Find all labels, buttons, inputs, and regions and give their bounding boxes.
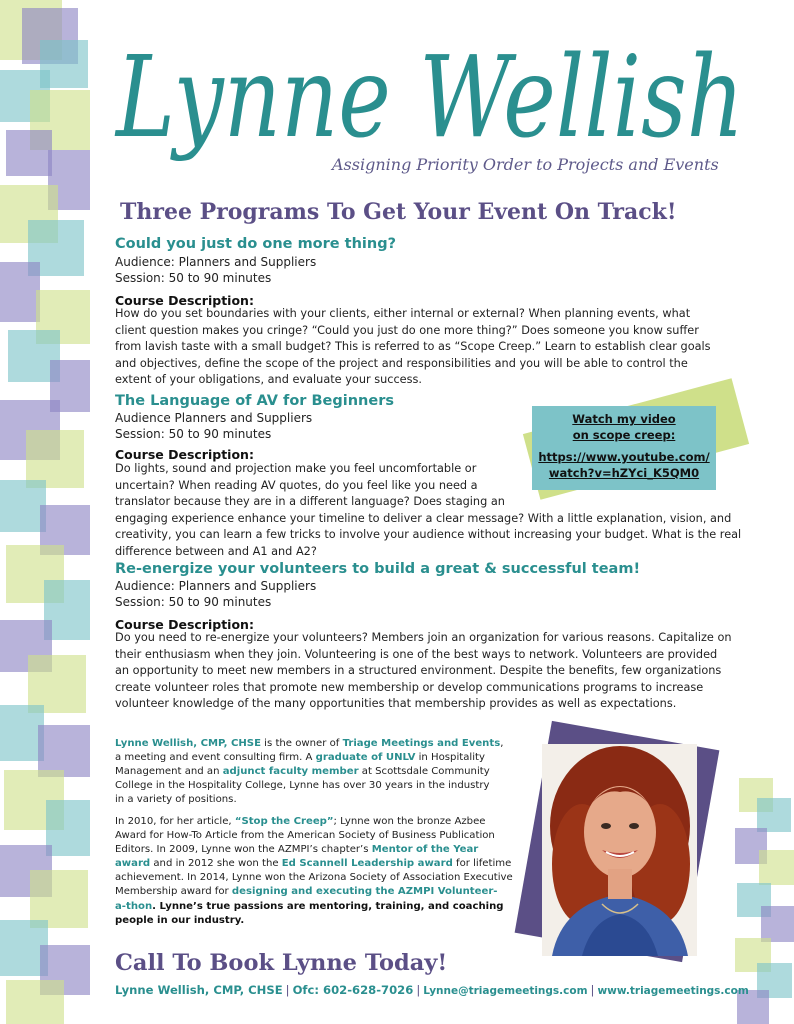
program-3-desc-line: create volunteer roles that promote new membership or develop communications programs to increase: [115, 680, 704, 694]
bio-text: in Hospitality: [415, 752, 485, 764]
program-2-audience: Audience Planners and Suppliers: [115, 411, 313, 425]
program-3-audience: Audience: Planners and Suppliers: [115, 579, 317, 593]
decorative-square-pattern-left: [0, 0, 90, 1024]
bio-volunteer-a-thon-end: a-thon: [115, 900, 153, 912]
program-3-meta: [115, 578, 316, 610]
bio-line: [115, 857, 515, 871]
bio-line: [115, 751, 515, 765]
bio-line: [115, 765, 515, 779]
program-2-title: The Language of AV for Beginners: [115, 393, 394, 409]
program-1-meta: [115, 254, 316, 286]
headline: Three Programs To Get Your Event On Track!: [120, 199, 677, 225]
program-1-desc-line: How do you set boundaries with your clients, either internal or external? When planning events, what: [115, 307, 691, 320]
bio-line: [115, 737, 515, 751]
program-2-session: Session: 50 to 90 minutes: [115, 427, 272, 441]
program-2-desc-label: Course Description:: [115, 447, 254, 462]
bio-text: a meeting and event consulting firm. A: [115, 752, 316, 764]
video-link-line1[interactable]: https://www.youtube.com/: [538, 450, 710, 464]
video-callout-box[interactable]: [532, 406, 716, 490]
contact-separator: |: [590, 983, 595, 997]
program-2-desc-line: engaging experience enhance your timeline to deliver a clear message? With a little explanation, vision, and: [115, 511, 732, 525]
program-1-desc-label: Course Description:: [115, 293, 254, 308]
program-3-desc-label: Course Description:: [115, 617, 254, 632]
bio-text: Management and an: [115, 766, 223, 778]
portrait-photo: [542, 744, 697, 956]
program-3-session: Session: 50 to 90 minutes: [115, 595, 272, 609]
program-3-desc-line: Do you need to re-energize your volunteers? Members join an organization for various reasons. Capitalize on: [115, 631, 732, 644]
program-1-title: Could you just do one more thing?: [115, 236, 397, 252]
bio-line: [115, 843, 515, 857]
bio-adjunct: adjunct faculty member: [222, 766, 359, 778]
program-1-desc-line: client question makes you cringe? “Could you just do one more thing?” Does someone you know suffer: [115, 323, 699, 337]
bio-stop-creep: “Stop the Creep”: [234, 816, 334, 827]
contact-phone[interactable]: Ofc: 602-628-7026: [292, 983, 414, 997]
bio-line: College in the Hospitality College, Lynne has over 30 years in the industry: [115, 780, 490, 792]
bio-line: [115, 815, 515, 829]
bio-passion: . Lynne’s true passions are mentoring, training, and coaching: [152, 900, 504, 912]
bio-firm: Triage Meetings and Events: [342, 738, 501, 749]
program-3-desc-line: their enthusiasm when they join. Volunteering is one of the best ways to network. Volunteers are provided: [115, 647, 718, 661]
tagline: Assigning Priority Order to Projects and Events: [332, 155, 719, 174]
video-callout-line1: Watch my video: [572, 412, 676, 426]
program-1-desc-line: and objectives, define the scope of the project and responsibilities and you will be able to control the: [115, 356, 688, 370]
bio-text: Editors. In 2009, Lynne won the AZMPI’s chapter’s: [115, 844, 372, 856]
title-name-text: Lynne Wellish: [114, 33, 745, 163]
video-callout-line2: on scope creep:: [572, 428, 676, 442]
bio-unlv: graduate of UNLV: [315, 752, 416, 764]
program-3-description: [115, 630, 735, 713]
program-2-desc-line: translator because they are in a different language? Does staging an: [115, 495, 505, 508]
portrait-frame: [520, 724, 720, 964]
program-1-session: Session: 50 to 90 minutes: [115, 271, 272, 285]
bio-text: Membership award for: [115, 886, 232, 898]
call-to-action: Call To Book Lynne Today!: [115, 950, 448, 976]
contact-separator: |: [416, 983, 421, 997]
bio-text: is the owner of: [260, 738, 343, 749]
bio-mentor: Mentor of the Year: [371, 844, 479, 856]
program-2-desc-line: uncertain? When reading AV quotes, do you feel like you need a: [115, 478, 478, 492]
bio-line: [115, 885, 515, 899]
bio-text: ,: [500, 738, 504, 749]
bio-line: people in our industry.: [115, 914, 245, 926]
video-callout[interactable]: [518, 397, 753, 499]
bio-text: at Scottsdale Community: [358, 766, 490, 778]
bio-name: Lynne Wellish, CMP, CHSE: [115, 738, 261, 749]
bio-volunteer-a-thon: designing and executing the AZMPI Volunteer-: [231, 886, 498, 898]
bio-line: Award for How-To Article from the American Society of Business Publication: [115, 830, 495, 842]
bio-text: ; Lynne won the bronze Azbee: [333, 816, 486, 827]
contact-separator: |: [285, 983, 290, 997]
program-3-title: Re-energize your volunteers to build a great & successful team!: [115, 561, 641, 577]
video-link-line2[interactable]: watch?v=hZYci_K5QM0: [548, 466, 700, 480]
bio-line: achievement. In 2014, Lynne won the Arizona Society of Association Executive: [115, 872, 513, 884]
program-1-desc-line: from lavish taste with a small budget? This is referred to as “Scope Creep.” Learn to establish clear goals: [115, 340, 711, 353]
page-title-name: [112, 18, 752, 178]
program-1-desc-line: extent of your obligations, and evaluate your success.: [115, 373, 422, 386]
bio-line: [115, 900, 515, 914]
bio-mentor-award: award: [115, 858, 151, 870]
program-1-audience: Audience: Planners and Suppliers: [115, 255, 317, 269]
program-2-meta: [115, 410, 312, 442]
program-2-desc-line: Do lights, sound and projection make you feel uncomfortable or: [115, 462, 477, 475]
program-2-desc-line: creativity, you can learn a few tricks to involve your audience without increasing your budget. What is the real: [115, 528, 742, 541]
contact-name: Lynne Wellish, CMP, CHSE: [115, 983, 283, 997]
bio-text: for lifetime: [452, 858, 512, 870]
contact-line: [115, 983, 749, 997]
bio-text: In 2010, for her article,: [115, 816, 235, 827]
program-3-desc-line: volunteer knowledge of the many opportunities that membership provides as well as expectations.: [115, 697, 677, 710]
program-1-description: [115, 306, 735, 389]
bio-ed-scannell: Ed Scannell Leadership award: [281, 858, 453, 870]
bio-paragraph-2: [115, 815, 515, 928]
program-3-desc-line: an opportunity to meet new members in a structured environment. Despite the benefits, few organizations: [115, 664, 722, 677]
contact-email[interactable]: Lynne@triagemeetings.com: [423, 985, 588, 997]
bio-text: and in 2012 she won the: [150, 858, 282, 870]
contact-website[interactable]: www.triagemeetings.com: [597, 985, 749, 997]
bio-paragraph-1: [115, 737, 515, 807]
bio-line: in a variety of positions.: [115, 794, 237, 806]
program-2-desc-line: difference between and A1 and A2?: [115, 544, 317, 558]
